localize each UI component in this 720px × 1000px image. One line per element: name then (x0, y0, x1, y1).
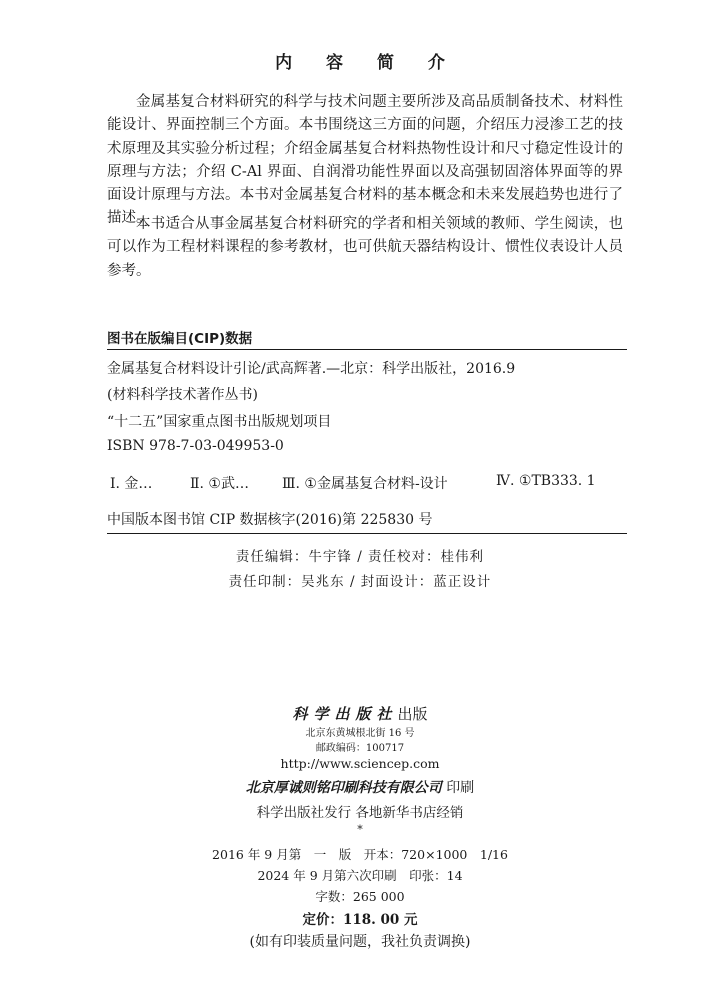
summary-paragraph-1: 金属基复合材料研究的科学与技术问题主要所涉及高品质制备技术、材料性能设计、界面控制三个方面。本书围绕这三方面的问题，介绍压力浸渗工艺的技术原理及其实验分析过程；介绍金属基复合材料热物性设计和尺寸稳定性设计的原理与方法；介绍 C-Al 界面、自润滑功能性界面以及高强韧固溶体界面等的界面设计原理与方法。本书对金属基复合材料的基本概念和未来发展趋势也进行了描述。 (107, 94, 623, 227)
cip-project-line: “十二五”国家重点图书出版规划项目 (107, 414, 332, 430)
cip-header: 图书在版编目(CIP)数据 (107, 331, 253, 347)
cip-classification-2: Ⅱ. ①武… (190, 476, 249, 492)
cip-series-line: (材料科学技术著作丛书) (107, 387, 258, 403)
cip-classification-1: Ⅰ. 金… (110, 476, 153, 492)
publisher-suffix: 出版 (397, 705, 428, 723)
distribution-line: 科学出版社发行 各地新华书店经销 (256, 805, 464, 821)
printer-name: 北京厚诚则铭印刷科技有限公司 (245, 780, 442, 796)
word-count: 字数：265 000 (315, 889, 405, 904)
cip-bottom-rule (107, 533, 627, 534)
publisher-line (0, 703, 720, 724)
credits-production: 责任印制：吴兆东 / 封面设计：蓝正设计 (228, 574, 492, 590)
publisher-address: 北京东黄城根北街 16 号 (305, 728, 415, 739)
price: 定价：118. 00 元 (302, 912, 418, 928)
publisher-seal: 科学出版社 (292, 705, 398, 723)
cip-record-line: 中国版本图书馆 CIP 数据核字(2016)第 225830 号 (107, 512, 433, 528)
quality-notice: (如有印装质量问题，我社负责调换) (249, 934, 471, 950)
cip-classification-4: Ⅳ. ①TB333. 1 (496, 473, 596, 489)
printing-line: 2024 年 9 月第六次印刷 印张：14 (257, 868, 463, 883)
edition-line: 2016 年 9 月第 一 版 开本：720×1000 1/16 (212, 847, 508, 862)
credits-editors: 责任编辑：牛宇锋 / 责任校对：桂伟利 (235, 549, 485, 565)
cip-top-rule (107, 349, 627, 350)
cip-isbn-line: ISBN 978-7-03-049953-0 (107, 438, 284, 454)
cip-bibliographic-line: 金属基复合材料设计引论/武高辉著.—北京：科学出版社，2016.9 (107, 361, 516, 377)
publisher-website: http://www.sciencep.com (280, 756, 440, 771)
page-title: 内 容 简 介 (275, 53, 459, 73)
printer-suffix: 印刷 (446, 780, 475, 796)
summary-paragraph-2: 本书适合从事金属基复合材料研究的学者和相关领域的教师、学生阅读，也可以作为工程材料课程的参考教材，也可供航天器结构设计、惯性仪表设计人员参考。 (107, 216, 623, 279)
publisher-postcode: 邮政编码：100717 (315, 743, 405, 754)
cip-classification-3: Ⅲ. ①金属基复合材料-设计 (282, 476, 448, 492)
printer-line (0, 777, 720, 797)
separator-asterisk: * (357, 823, 363, 836)
